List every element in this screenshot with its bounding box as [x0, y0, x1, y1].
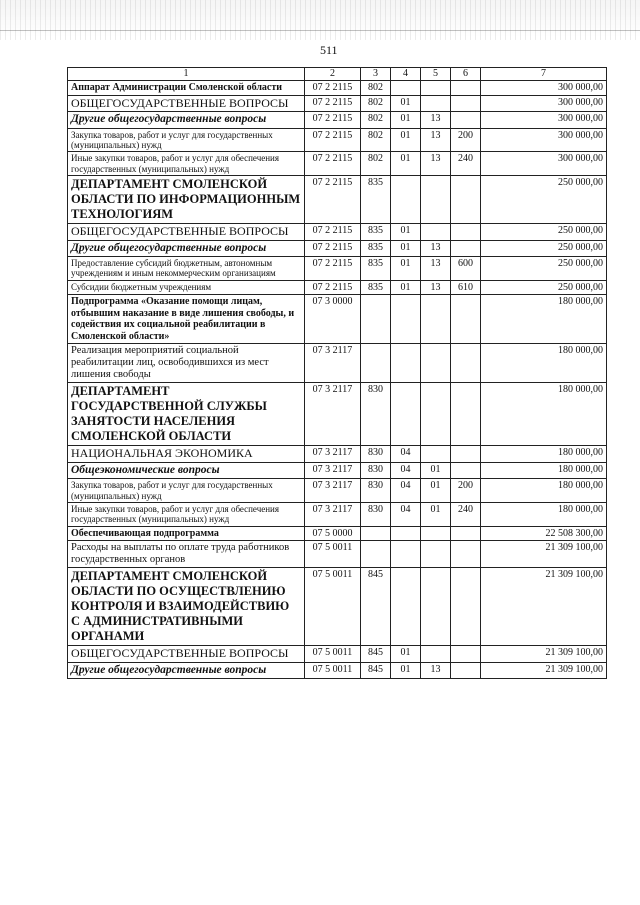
expense-type-code — [451, 383, 481, 446]
expense-type-code — [451, 295, 481, 344]
section-code: 01 — [391, 223, 421, 240]
target-article-code: 07 2 2115 — [305, 95, 361, 112]
row-name: Иные закупки товаров, работ и услуг для обеспечения государственных (муниципальных) нужд — [68, 152, 305, 176]
subsection-code: 01 — [421, 479, 451, 503]
subsection-code: 13 — [421, 128, 451, 152]
subsection-code — [421, 383, 451, 446]
section-code — [391, 568, 421, 646]
subsection-code — [421, 646, 451, 663]
table-row — [68, 152, 607, 176]
amount-value: 300 000,00 — [481, 128, 607, 152]
header-cell: 4 — [391, 68, 421, 81]
section-code: 04 — [391, 502, 421, 526]
target-article-code: 07 5 0011 — [305, 646, 361, 663]
expense-type-code — [451, 568, 481, 646]
amount-value: 250 000,00 — [481, 280, 607, 295]
header-cell: 6 — [451, 68, 481, 81]
amount-value: 180 000,00 — [481, 344, 607, 383]
ministry-code — [361, 526, 391, 541]
target-article-code: 07 2 2115 — [305, 175, 361, 223]
row-name: ОБЩЕГОСУДАРСТВЕННЫЕ ВОПРОСЫ — [68, 646, 305, 663]
section-code: 01 — [391, 95, 421, 112]
ministry-code: 835 — [361, 175, 391, 223]
row-name: ДЕПАРТАМЕНТ ГОСУДАРСТВЕННОЙ СЛУЖБЫ ЗАНЯТОСТИ НАСЕЛЕНИЯ СМОЛЕНСКОЙ ОБЛАСТИ — [68, 383, 305, 446]
target-article-code: 07 3 2117 — [305, 463, 361, 479]
ministry-code: 802 — [361, 95, 391, 112]
subsection-code — [421, 344, 451, 383]
table-row — [68, 81, 607, 96]
row-name: ДЕПАРТАМЕНТ СМОЛЕНСКОЙ ОБЛАСТИ ПО ОСУЩЕСТВЛЕНИЮ КОНТРОЛЯ И ВЗАИМОДЕЙСТВИЮ С АДМИНИСТРАТИВНЫМИ ОРГАНАМИ — [68, 568, 305, 646]
row-name: Расходы на выплаты по оплате труда работников государственных органов — [68, 541, 305, 568]
header-cell: 2 — [305, 68, 361, 81]
expense-type-code: 600 — [451, 256, 481, 280]
expense-type-code — [451, 646, 481, 663]
ministry-code: 830 — [361, 479, 391, 503]
ministry-code — [361, 344, 391, 383]
expense-type-code — [451, 541, 481, 568]
section-code: 01 — [391, 646, 421, 663]
row-name: Реализация мероприятий социальной реабилитации лиц, освободившихся из мест лишения свободы — [68, 344, 305, 383]
section-code: 04 — [391, 479, 421, 503]
row-name: ОБЩЕГОСУДАРСТВЕННЫЕ ВОПРОСЫ — [68, 223, 305, 240]
expense-type-code: 200 — [451, 128, 481, 152]
row-name: Закупка товаров, работ и услуг для государственных (муниципальных) нужд — [68, 128, 305, 152]
target-article-code: 07 5 0000 — [305, 526, 361, 541]
ministry-code: 830 — [361, 502, 391, 526]
target-article-code: 07 3 2117 — [305, 446, 361, 463]
subsection-code — [421, 95, 451, 112]
table-row — [68, 223, 607, 240]
ministry-code: 830 — [361, 446, 391, 463]
ministry-code: 845 — [361, 646, 391, 663]
table-row — [68, 295, 607, 344]
table-row — [68, 502, 607, 526]
target-article-code: 07 2 2115 — [305, 240, 361, 256]
amount-value: 300 000,00 — [481, 152, 607, 176]
ministry-code: 802 — [361, 112, 391, 128]
row-name: ОБЩЕГОСУДАРСТВЕННЫЕ ВОПРОСЫ — [68, 95, 305, 112]
target-article-code: 07 5 0011 — [305, 568, 361, 646]
ministry-code — [361, 295, 391, 344]
amount-value: 21 309 100,00 — [481, 646, 607, 663]
expense-type-code — [451, 175, 481, 223]
expense-type-code — [451, 240, 481, 256]
amount-value: 300 000,00 — [481, 112, 607, 128]
expense-type-code: 200 — [451, 479, 481, 503]
section-code — [391, 526, 421, 541]
expense-type-code — [451, 344, 481, 383]
target-article-code: 07 3 2117 — [305, 502, 361, 526]
section-code: 01 — [391, 240, 421, 256]
amount-value: 180 000,00 — [481, 446, 607, 463]
section-code: 01 — [391, 152, 421, 176]
expense-type-code — [451, 95, 481, 112]
ministry-code: 802 — [361, 81, 391, 96]
target-article-code: 07 5 0011 — [305, 541, 361, 568]
expense-type-code — [451, 526, 481, 541]
row-name: ДЕПАРТАМЕНТ СМОЛЕНСКОЙ ОБЛАСТИ ПО ИНФОРМАЦИОННЫМ ТЕХНОЛОГИЯМ — [68, 175, 305, 223]
table-row — [68, 526, 607, 541]
subsection-code: 13 — [421, 280, 451, 295]
table-row — [68, 463, 607, 479]
table-row — [68, 128, 607, 152]
amount-value: 180 000,00 — [481, 463, 607, 479]
target-article-code: 07 3 2117 — [305, 344, 361, 383]
expense-type-code: 240 — [451, 152, 481, 176]
ministry-code: 835 — [361, 240, 391, 256]
amount-value: 180 000,00 — [481, 295, 607, 344]
amount-value: 21 309 100,00 — [481, 541, 607, 568]
row-name: Аппарат Администрации Смоленской области — [68, 81, 305, 96]
subsection-code — [421, 175, 451, 223]
amount-value: 300 000,00 — [481, 95, 607, 112]
target-article-code: 07 2 2115 — [305, 256, 361, 280]
row-name: НАЦИОНАЛЬНАЯ ЭКОНОМИКА — [68, 446, 305, 463]
section-code — [391, 344, 421, 383]
ministry-code: 802 — [361, 152, 391, 176]
table-row — [68, 383, 607, 446]
expense-type-code — [451, 663, 481, 679]
subsection-code — [421, 223, 451, 240]
target-article-code: 07 2 2115 — [305, 223, 361, 240]
ministry-code: 830 — [361, 463, 391, 479]
header-cell: 7 — [481, 68, 607, 81]
subsection-code: 13 — [421, 112, 451, 128]
section-code: 01 — [391, 256, 421, 280]
target-article-code: 07 2 2115 — [305, 112, 361, 128]
header-cell: 1 — [68, 68, 305, 81]
target-article-code: 07 3 0000 — [305, 295, 361, 344]
subsection-code — [421, 526, 451, 541]
amount-value: 21 309 100,00 — [481, 568, 607, 646]
subsection-code — [421, 446, 451, 463]
row-name: Предоставление субсидий бюджетным, автономным учреждениям и иным некоммерческим организациям — [68, 256, 305, 280]
amount-value: 180 000,00 — [481, 502, 607, 526]
row-name: Обеспечивающая подпрограмма — [68, 526, 305, 541]
row-name: Подпрограмма «Оказание помощи лицам, отбывшим наказание в виде лишения свободы, и содействия их социальной реабилитации в Смоленской области» — [68, 295, 305, 344]
section-code — [391, 383, 421, 446]
expense-type-code — [451, 223, 481, 240]
table-row — [68, 568, 607, 646]
target-article-code: 07 5 0011 — [305, 663, 361, 679]
expense-type-code — [451, 463, 481, 479]
subsection-code: 01 — [421, 502, 451, 526]
table-row — [68, 541, 607, 568]
subsection-code: 13 — [421, 256, 451, 280]
subsection-code — [421, 295, 451, 344]
target-article-code: 07 2 2115 — [305, 81, 361, 96]
header-row — [68, 68, 607, 81]
row-name: Закупка товаров, работ и услуг для государственных (муниципальных) нужд — [68, 479, 305, 503]
scan-edge-noise — [0, 0, 640, 40]
subsection-code: 13 — [421, 240, 451, 256]
ministry-code: 802 — [361, 128, 391, 152]
header-cell: 3 — [361, 68, 391, 81]
section-code: 01 — [391, 280, 421, 295]
table-row — [68, 95, 607, 112]
ministry-code — [361, 541, 391, 568]
amount-value: 250 000,00 — [481, 223, 607, 240]
subsection-code: 13 — [421, 152, 451, 176]
budget-table — [67, 67, 607, 679]
amount-value: 180 000,00 — [481, 383, 607, 446]
amount-value: 21 309 100,00 — [481, 663, 607, 679]
table-row — [68, 663, 607, 679]
page-number: 511 — [320, 43, 338, 57]
amount-value: 250 000,00 — [481, 256, 607, 280]
amount-value: 22 508 300,00 — [481, 526, 607, 541]
subsection-code — [421, 541, 451, 568]
target-article-code: 07 2 2115 — [305, 280, 361, 295]
expense-type-code — [451, 81, 481, 96]
ministry-code: 845 — [361, 663, 391, 679]
amount-value: 250 000,00 — [481, 240, 607, 256]
ministry-code: 835 — [361, 223, 391, 240]
section-code — [391, 295, 421, 344]
ministry-code: 835 — [361, 256, 391, 280]
table-row — [68, 446, 607, 463]
ministry-code: 835 — [361, 280, 391, 295]
subsection-code: 01 — [421, 463, 451, 479]
row-name: Другие общегосударственные вопросы — [68, 663, 305, 679]
section-code: 01 — [391, 128, 421, 152]
target-article-code: 07 2 2115 — [305, 152, 361, 176]
subsection-code: 13 — [421, 663, 451, 679]
table-row — [68, 175, 607, 223]
table-row — [68, 280, 607, 295]
ministry-code: 845 — [361, 568, 391, 646]
amount-value: 180 000,00 — [481, 479, 607, 503]
section-code: 04 — [391, 463, 421, 479]
amount-value: 250 000,00 — [481, 175, 607, 223]
table-row — [68, 256, 607, 280]
expense-type-code: 610 — [451, 280, 481, 295]
section-code: 04 — [391, 446, 421, 463]
table-row — [68, 479, 607, 503]
section-code — [391, 175, 421, 223]
target-article-code: 07 3 2117 — [305, 383, 361, 446]
section-code — [391, 541, 421, 568]
subsection-code — [421, 568, 451, 646]
table-row — [68, 112, 607, 128]
table-row — [68, 646, 607, 663]
expense-type-code: 240 — [451, 502, 481, 526]
table-row — [68, 344, 607, 383]
ministry-code: 830 — [361, 383, 391, 446]
row-name: Другие общегосударственные вопросы — [68, 240, 305, 256]
subsection-code — [421, 81, 451, 96]
section-code: 01 — [391, 663, 421, 679]
target-article-code: 07 3 2117 — [305, 479, 361, 503]
amount-value: 300 000,00 — [481, 81, 607, 96]
header-cell: 5 — [421, 68, 451, 81]
row-name: Иные закупки товаров, работ и услуг для обеспечения государственных (муниципальных) нужд — [68, 502, 305, 526]
target-article-code: 07 2 2115 — [305, 128, 361, 152]
expense-type-code — [451, 446, 481, 463]
expense-type-code — [451, 112, 481, 128]
row-name: Другие общегосударственные вопросы — [68, 112, 305, 128]
table-row — [68, 240, 607, 256]
section-code — [391, 81, 421, 96]
row-name: Общеэкономические вопросы — [68, 463, 305, 479]
section-code: 01 — [391, 112, 421, 128]
row-name: Субсидии бюджетным учреждениям — [68, 280, 305, 295]
